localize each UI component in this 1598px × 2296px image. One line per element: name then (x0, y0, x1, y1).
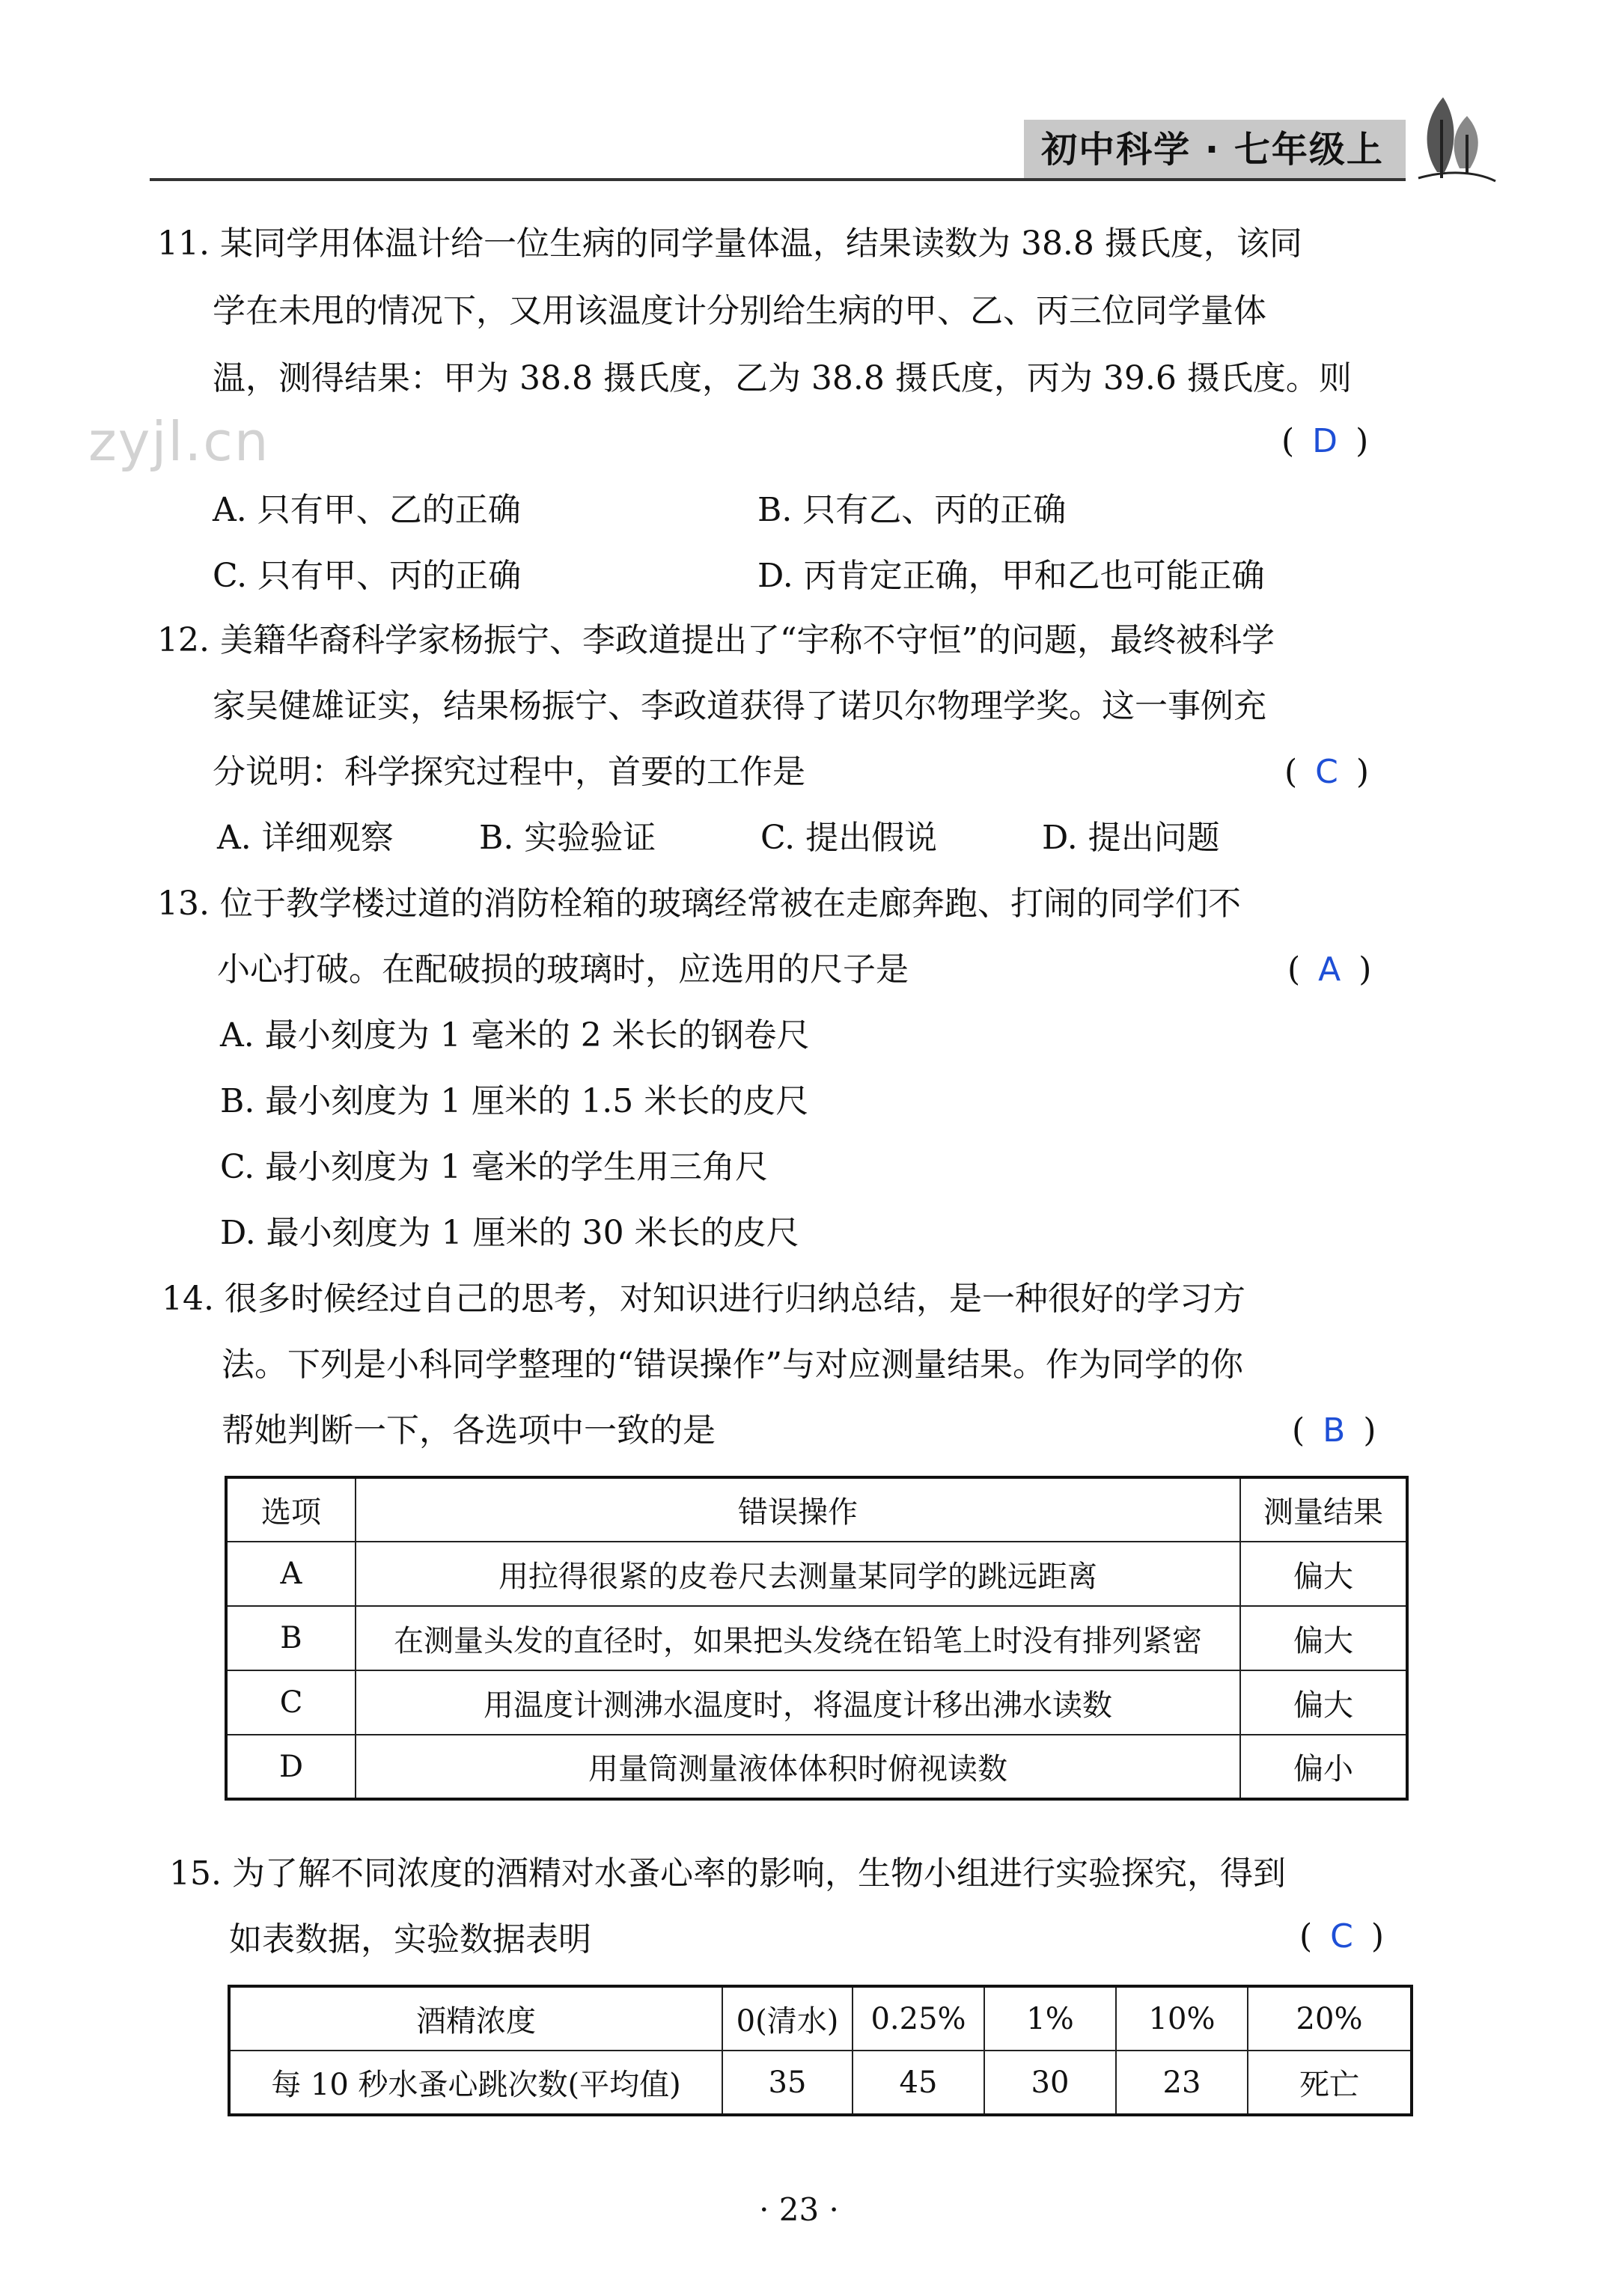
table-cell: 45 (853, 2051, 984, 2115)
q11-line-3: 温，测得结果：甲为 38.8 摄氏度，乙为 38.8 摄氏度，丙为 39.6 摄氏度。则 (213, 359, 1352, 397)
q11-answer: ( D ) (1281, 422, 1369, 460)
table-cell: D (226, 1735, 356, 1799)
tree-icon (1415, 90, 1497, 187)
table-cell: 30 (984, 2051, 1116, 2115)
table-cell: B (226, 1606, 356, 1670)
table-cell: 用拉得很紧的皮卷尺去测量某同学的跳远距离 (356, 1542, 1240, 1606)
table-row (226, 1606, 1407, 1670)
table-cell: C (226, 1670, 356, 1735)
table-cell: 35 (722, 2051, 853, 2115)
table-cell: 酒精浓度 (229, 1986, 722, 2051)
table-cell: 在测量头发的直径时，如果把头发绕在铅笔上时没有排列紧密 (356, 1606, 1240, 1670)
table-row (229, 2051, 1412, 2115)
q11-line-2: 学在未甩的情况下，又用该温度计分别给生病的甲、乙、丙三位同学量体 (213, 292, 1266, 330)
table-cell: 偏大 (1240, 1606, 1407, 1670)
q11-line-1: 11. 某同学用体温计给一位生病的同学量体温，结果读数为 38.8 摄氏度，该同 (157, 225, 1302, 263)
q13-option-c: C. 最小刻度为 1 毫米的学生用三角尺 (220, 1148, 769, 1186)
table-row (229, 1986, 1412, 2051)
table-cell: 0(清水) (722, 1986, 853, 2051)
q14-line-2: 法。下列是小科同学整理的“错误操作”与对应测量结果。作为同学的你 (222, 1346, 1243, 1384)
q11-option-a: A. 只有甲、乙的正确 (213, 491, 521, 529)
q12-option-a: A. 详细观察 (217, 819, 394, 857)
table-cell: A (226, 1542, 356, 1606)
q11-option-d: D. 丙肯定正确，甲和乙也可能正确 (757, 557, 1265, 595)
table-cell: 偏大 (1240, 1542, 1407, 1606)
table-row (226, 1670, 1407, 1735)
table-cell: 偏小 (1240, 1735, 1407, 1799)
q14-table (225, 1476, 1409, 1801)
table-cell: 用温度计测沸水温度时，将温度计移出沸水读数 (356, 1670, 1240, 1735)
q13-line-1: 13. 位于教学楼过道的消防栓箱的玻璃经常被在走廊奔跑、打闹的同学们不 (157, 885, 1241, 923)
table-row (226, 1735, 1407, 1799)
header-rule (150, 178, 1406, 181)
q12-option-d: D. 提出问题 (1042, 819, 1220, 857)
table-cell: 每 10 秒水蚤心跳次数(平均值) (229, 2051, 722, 2115)
table-cell: 20% (1248, 1986, 1412, 2051)
q15-answer: ( C ) (1299, 1917, 1385, 1955)
table-header-row (226, 1477, 1407, 1542)
table-cell: 0.25% (853, 1986, 984, 2051)
table-cell: 10% (1116, 1986, 1248, 2051)
header-title: 初中科学 · 七年级上 (1041, 129, 1384, 171)
table-cell: 1% (984, 1986, 1116, 2051)
q13-line-2: 小心打破。在配破损的玻璃时，应选用的尺子是 (217, 950, 909, 989)
q14-answer: ( B ) (1292, 1411, 1376, 1450)
q14-line-1: 14. 很多时候经过自己的思考，对知识进行归纳总结，是一种很好的学习方 (162, 1280, 1245, 1318)
table-header-cell: 错误操作 (356, 1477, 1240, 1542)
table-cell: 23 (1116, 2051, 1248, 2115)
q12-option-c: C. 提出假说 (760, 819, 938, 857)
q13-option-d: D. 最小刻度为 1 厘米的 30 米长的皮尺 (220, 1214, 799, 1252)
q12-line-1: 12. 美籍华裔科学家杨振宁、李政道提出了“宇称不守恒”的问题，最终被科学 (157, 621, 1275, 659)
table-header-cell: 选项 (226, 1477, 356, 1542)
table-cell: 死亡 (1248, 2051, 1412, 2115)
q12-option-b: B. 实验验证 (479, 819, 656, 857)
q14-line-3: 帮她判断一下，各选项中一致的是 (222, 1411, 716, 1450)
table-cell: 偏大 (1240, 1670, 1407, 1735)
q15-line-1: 15. 为了解不同浓度的酒精对水蚤心率的影响，生物小组进行实验探究，得到 (169, 1854, 1286, 1893)
q13-answer: ( A ) (1287, 950, 1372, 989)
page-number: · 23 · (759, 2191, 839, 2228)
table-row (226, 1542, 1407, 1606)
watermark: zyjl.cn (88, 410, 270, 473)
table-header-cell: 测量结果 (1240, 1477, 1407, 1542)
q15-table (228, 1985, 1413, 2116)
q15-line-2: 如表数据，实验数据表明 (229, 1920, 591, 1958)
q12-line-3: 分说明：科学探究过程中，首要的工作是 (213, 753, 805, 791)
table-cell: 用量筒测量液体体积时俯视读数 (356, 1735, 1240, 1799)
q12-line-2: 家吴健雄证实，结果杨振宁、李政道获得了诺贝尔物理学奖。这一事例充 (213, 687, 1266, 725)
q11-option-b: B. 只有乙、丙的正确 (757, 491, 1067, 529)
q13-option-b: B. 最小刻度为 1 厘米的 1.5 米长的皮尺 (220, 1082, 809, 1120)
q13-option-a: A. 最小刻度为 1 毫米的 2 米长的钢卷尺 (220, 1016, 810, 1054)
q11-option-c: C. 只有甲、丙的正确 (213, 557, 522, 595)
q12-answer: ( C ) (1284, 753, 1370, 791)
